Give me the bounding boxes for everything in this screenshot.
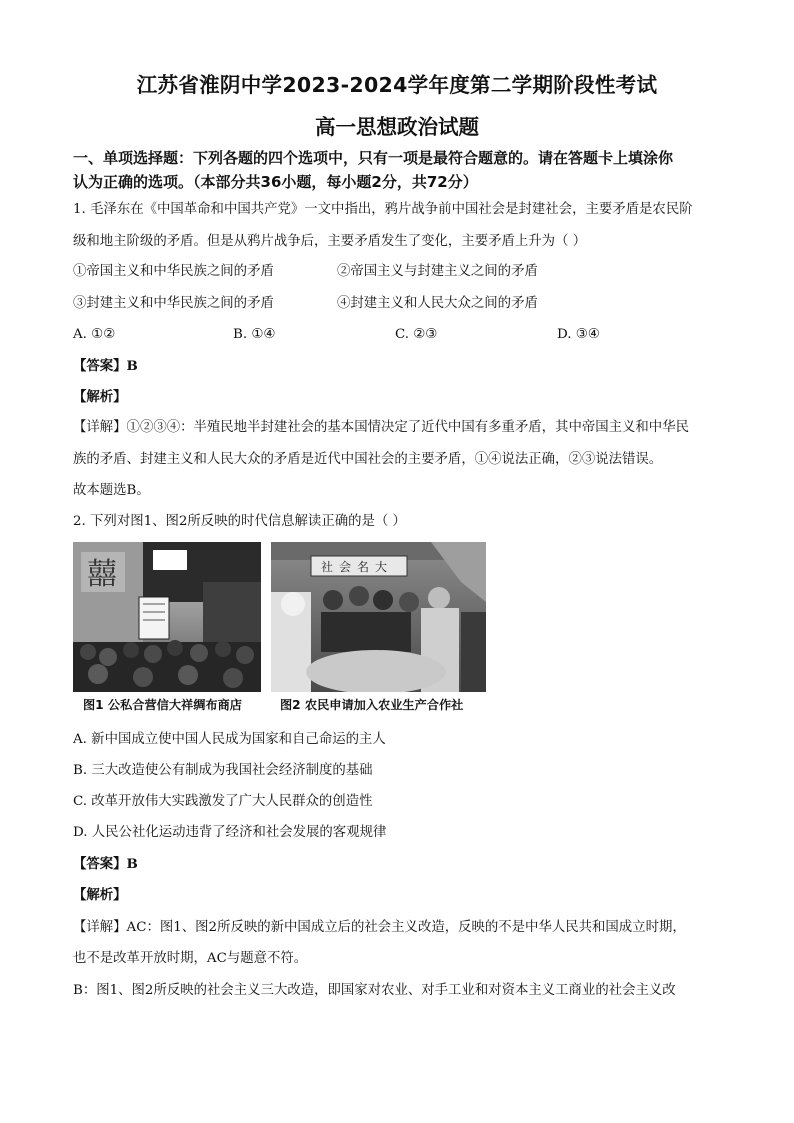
q1-analysis-label: 【解析】 <box>73 389 127 405</box>
q2-detail-line3: B：图1、图2所反映的社会主义三大改造，即国家对农业、对手工业和对资本主义工商业的社会主义改 <box>73 983 676 998</box>
figure-2-photo <box>271 542 486 692</box>
q2-detail-line2: 也不是改革开放时期，AC与题意不符。 <box>73 951 308 966</box>
q1-option-c: C. ②③ <box>395 327 438 342</box>
q2-detail-line1: 【详解】AC：图1、图2所反映的新中国成立后的社会主义改造，反映的不是中华人民共和国成立时期， <box>73 920 686 935</box>
figure-2-sign-text: 社会名大 <box>321 560 394 574</box>
q1-item-1: ①帝国主义和中华民族之间的矛盾 <box>73 264 274 279</box>
q1-detail-line1: 【详解】①②③④：半殖民地半封建社会的基本国情决定了近代中国有多重矛盾，其中帝国主义和中华民 <box>73 420 689 435</box>
exam-subtitle: 高一思想政治试题 <box>315 115 479 139</box>
q2-analysis-label: 【解析】 <box>73 887 127 903</box>
q2-stem: 2. 下列对图1、图2所反映的时代信息解读正确的是（ ） <box>73 514 406 529</box>
figure-2-caption: 图2 农民申请加入农业生产合作社 <box>280 698 464 712</box>
section-instructions-line1: 一、单项选择题：下列各题的四个选项中，只有一项是最符合题意的。请在答题卡上填涂你 <box>73 149 674 167</box>
section-instructions-line2: 认为正确的选项。（本部分共36小题，每小题2分，共72分） <box>73 173 478 191</box>
q1-item-2: ②帝国主义与封建主义之间的矛盾 <box>337 264 538 279</box>
svg-text:囍: 囍 <box>87 557 117 592</box>
q1-stem-line2: 级和地主阶级的矛盾。但是从鸦片战争后，主要矛盾发生了变化，主要矛盾上升为（ ） <box>73 234 587 249</box>
q1-option-b: B. ①④ <box>233 327 276 342</box>
q2-option-a: A. 新中国成立使中国人民成为国家和自己命运的主人 <box>73 732 386 747</box>
q1-answer: 【答案】B <box>73 358 138 374</box>
q1-conclusion: 故本题选B。 <box>73 483 150 498</box>
q1-option-a: A. ①② <box>73 327 116 342</box>
q1-detail-line2: 族的矛盾、封建主义和人民大众的矛盾是近代中国社会的主要矛盾，①④说法正确，②③说法错误。 <box>73 452 663 467</box>
q1-stem-line1: 1. 毛泽东在《中国革命和中国共产党》一文中指出，鸦片战争前中国社会是封建社会，主要矛盾是农民阶 <box>73 202 693 217</box>
q1-item-4: ④封建主义和人民大众之间的矛盾 <box>337 296 538 311</box>
q2-option-b: B. 三大改造使公有制成为我国社会经济制度的基础 <box>73 763 373 778</box>
exam-title: 江苏省淮阴中学2023-2024学年度第二学期阶段性考试 <box>136 73 658 97</box>
q2-option-c: C. 改革开放伟大实践激发了广大人民群众的创造性 <box>73 794 373 809</box>
figure-1-photo <box>73 542 261 692</box>
q1-item-3: ③封建主义和中华民族之间的矛盾 <box>73 296 274 311</box>
q1-option-d: D. ③④ <box>557 327 600 342</box>
figure-1-caption: 图1 公私合营信大祥绸布商店 <box>83 698 242 712</box>
q2-option-d: D. 人民公社化运动违背了经济和社会发展的客观规律 <box>73 825 387 840</box>
q2-answer: 【答案】B <box>73 856 138 872</box>
